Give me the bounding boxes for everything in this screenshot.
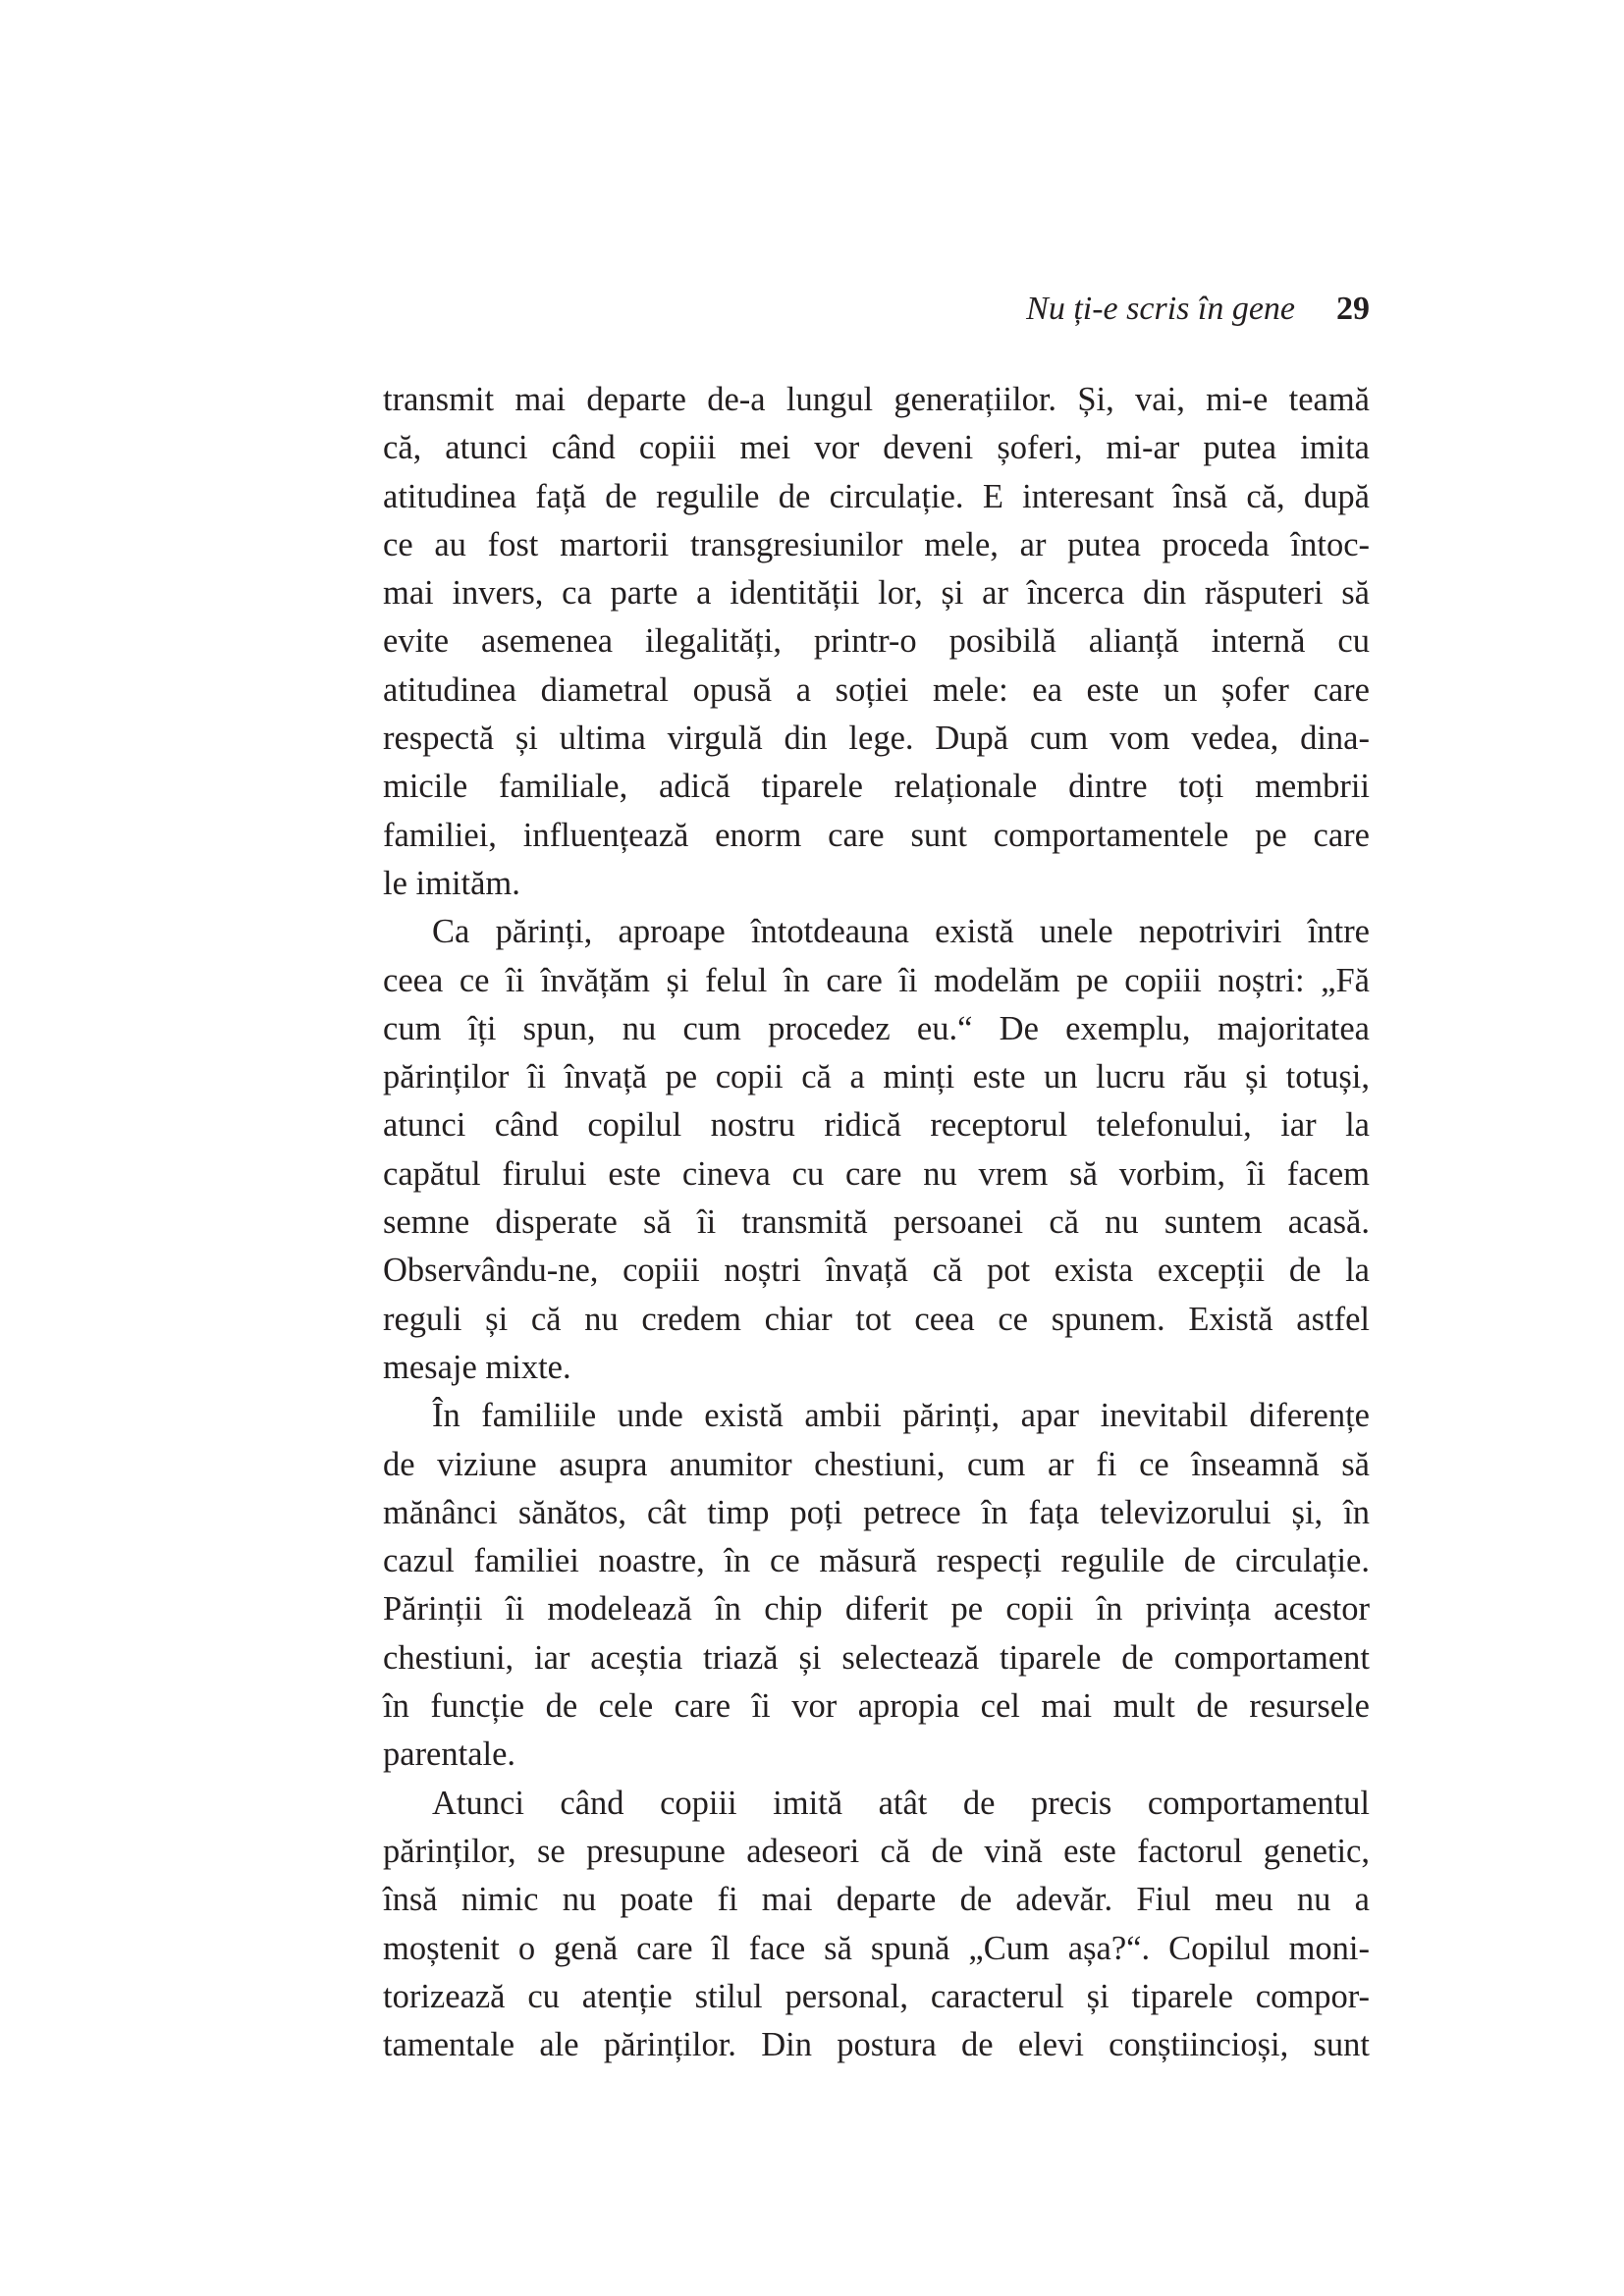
text-line: ceea ce îi învățăm și felul în care îi modelăm pe copiii noștri: „Fă: [383, 961, 1370, 999]
text-line: În familiile unde există ambii părinți, apar inevitabil diferențe: [432, 1397, 1370, 1435]
text-line: atitudinea diametral opusă a soției mele: ea este un șofer care: [383, 670, 1370, 709]
text-line: cum îți spun, nu cum procedez eu.“ De exemplu, majoritatea: [383, 1009, 1370, 1047]
text-line: Ca părinți, aproape întotdeauna există unele nepotriviri între: [432, 913, 1370, 951]
text-line: Observându-ne, copiii noștri învață că pot exista excepții de la: [383, 1252, 1370, 1290]
text-line: că, atunci când copiii mei vor deveni șoferi, mi-ar putea imita: [383, 429, 1370, 467]
text-line: însă nimic nu poate fi mai departe de adevăr. Fiul meu nu a: [383, 1881, 1370, 1919]
paragraph: [383, 908, 1370, 1392]
text-line: semne disperate să îi transmită persoanei că nu suntem acasă.: [383, 1203, 1370, 1242]
text-line: părinților îi învață pe copii că a minți este un lucru rău și totuși,: [383, 1058, 1370, 1096]
running-header: [383, 291, 1370, 340]
text-line: le imităm.: [383, 864, 520, 902]
text-line: respectă și ultima virgulă din lege. După cum vom vedea, dina-: [383, 720, 1370, 758]
text-line: părinților, se presupune adeseori că de vină este factorul genetic,: [383, 1832, 1370, 1870]
text-line: transmit mai departe de-a lungul generațiilor. Și, vai, mi-e teamă: [383, 381, 1370, 418]
text-line: atunci când copilul nostru ridică receptorul telefonului, iar la: [383, 1106, 1370, 1145]
body-text: [383, 376, 1370, 2069]
text-line: cazul familiei noastre, în ce măsură respecți regulile de circulație.: [383, 1542, 1370, 1580]
text-line: chestiuni, iar aceștia triază și selectează tiparele de comportament: [383, 1638, 1370, 1677]
text-line: parentale.: [383, 1735, 516, 1774]
running-title: Nu ți-e scris în gene: [1026, 291, 1295, 327]
text-line: în funcție de cele care îi vor apropia cel mai mult de resursele: [383, 1687, 1370, 1726]
text-line: reguli și că nu credem chiar tot ceea ce spunem. Există astfel: [383, 1300, 1370, 1338]
text-line: ce au fost martorii transgresiunilor mele, ar putea proceda întoc-: [383, 525, 1370, 563]
paragraph: [383, 1780, 1370, 2070]
text-line: de viziune asupra anumitor chestiuni, cum ar fi ce înseamnă să: [383, 1445, 1370, 1483]
text-line: capătul firului este cineva cu care nu vrem să vorbim, îi facem: [383, 1154, 1370, 1193]
text-line: mai invers, ca parte a identității lor, și ar încerca din răsputeri să: [383, 574, 1370, 613]
text-line: atitudinea față de regulile de circulație. E interesant însă că, după: [383, 477, 1370, 515]
paragraph: [383, 1392, 1370, 1779]
page-number: 29: [1336, 291, 1370, 327]
text-line: mănânci sănătos, cât timp poți petrece în fața televizorului și, în: [383, 1493, 1370, 1531]
text-line: familiei, influențează enorm care sunt comportamentele pe care: [383, 816, 1370, 854]
text-line: Atunci când copiii imită atât de precis comportamentul: [432, 1784, 1370, 1822]
text-line: mesaje mixte.: [383, 1348, 571, 1386]
text-line: evite asemenea ilegalități, printr-o posibilă alianță internă cu: [383, 622, 1370, 661]
text-line: micile familiale, adică tiparele relaționale dintre toți membrii: [383, 768, 1370, 806]
text-line: Părinții îi modelează în chip diferit pe copii în privința acestor: [383, 1590, 1370, 1629]
text-line: moștenit o genă care îl face să spună „Cum așa?“. Copilul moni-: [383, 1929, 1370, 1967]
paragraph: [383, 376, 1370, 908]
text-line: torizează cu atenție stilul personal, caracterul și tiparele compor-: [383, 1977, 1370, 2015]
text-line: tamentale ale părinților. Din postura de elevi conștiincioși, sunt: [383, 2026, 1370, 2064]
